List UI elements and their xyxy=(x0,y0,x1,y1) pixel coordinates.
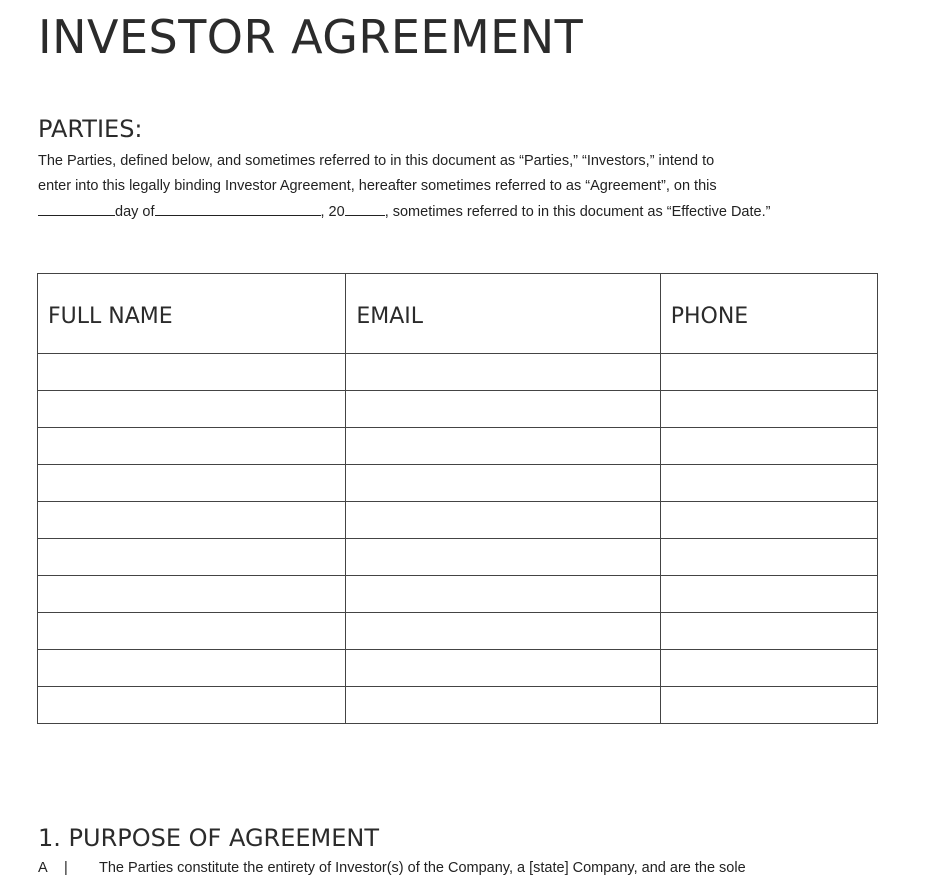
email-cell[interactable] xyxy=(346,391,660,428)
effective-date-text: , sometimes referred to in this document as “Effective Date.” xyxy=(384,204,771,220)
phone-cell[interactable] xyxy=(660,391,877,428)
email-cell[interactable] xyxy=(346,613,660,650)
table-row xyxy=(38,613,878,650)
email-header: EMAIL xyxy=(346,274,660,354)
table-row xyxy=(38,391,878,428)
phone-cell[interactable] xyxy=(660,687,877,724)
year-blank[interactable] xyxy=(345,199,385,216)
clause-text: The Parties constitute the entirety of Investor(s) of the Company, a [state] Company, and are the sole xyxy=(99,860,746,876)
clause-a xyxy=(38,860,746,876)
phone-header: PHONE xyxy=(660,274,877,354)
table-header-row xyxy=(38,274,878,354)
parties-table xyxy=(37,273,878,724)
table-row xyxy=(38,502,878,539)
intro-line-3 xyxy=(38,199,868,225)
full-name-cell[interactable] xyxy=(38,687,346,724)
full-name-cell[interactable] xyxy=(38,354,346,391)
clause-separator: | xyxy=(64,860,68,876)
purpose-heading: 1. PURPOSE OF AGREEMENT xyxy=(38,824,380,852)
clause-label: A xyxy=(38,860,48,876)
phone-cell[interactable] xyxy=(660,650,877,687)
parties-heading: PARTIES: xyxy=(38,115,143,143)
phone-cell[interactable] xyxy=(660,465,877,502)
full-name-cell[interactable] xyxy=(38,428,346,465)
phone-cell[interactable] xyxy=(660,613,877,650)
full-name-cell[interactable] xyxy=(38,650,346,687)
full-name-cell[interactable] xyxy=(38,465,346,502)
table-row xyxy=(38,687,878,724)
phone-cell[interactable] xyxy=(660,354,877,391)
intro-line-2: enter into this legally binding Investor Agreement, hereafter sometimes referred to as “Agreement”, on this xyxy=(38,178,717,194)
full-name-cell[interactable] xyxy=(38,539,346,576)
phone-cell[interactable] xyxy=(660,502,877,539)
full-name-cell[interactable] xyxy=(38,502,346,539)
document-title: INVESTOR AGREEMENT xyxy=(38,10,584,64)
full-name-cell[interactable] xyxy=(38,613,346,650)
table-row xyxy=(38,576,878,613)
full-name-cell[interactable] xyxy=(38,576,346,613)
email-cell[interactable] xyxy=(346,465,660,502)
month-blank[interactable] xyxy=(155,199,321,216)
day-blank[interactable] xyxy=(38,199,115,216)
email-cell[interactable] xyxy=(346,650,660,687)
comma-20-text: , 20 xyxy=(320,204,345,220)
email-cell[interactable] xyxy=(346,428,660,465)
table-row xyxy=(38,465,878,502)
phone-cell[interactable] xyxy=(660,428,877,465)
table-row xyxy=(38,539,878,576)
table-row xyxy=(38,354,878,391)
parties-intro-paragraph xyxy=(38,149,868,225)
full-name-header: FULL NAME xyxy=(38,274,346,354)
intro-line-1: The Parties, defined below, and sometimes referred to in this document as “Parties,” “Investors,” intend to xyxy=(38,153,715,169)
email-cell[interactable] xyxy=(346,539,660,576)
email-cell[interactable] xyxy=(346,502,660,539)
email-cell[interactable] xyxy=(346,354,660,391)
phone-cell[interactable] xyxy=(660,539,877,576)
day-of-text: day of xyxy=(115,204,155,220)
table-row xyxy=(38,650,878,687)
email-cell[interactable] xyxy=(346,687,660,724)
email-cell[interactable] xyxy=(346,576,660,613)
table-row xyxy=(38,428,878,465)
full-name-cell[interactable] xyxy=(38,391,346,428)
phone-cell[interactable] xyxy=(660,576,877,613)
